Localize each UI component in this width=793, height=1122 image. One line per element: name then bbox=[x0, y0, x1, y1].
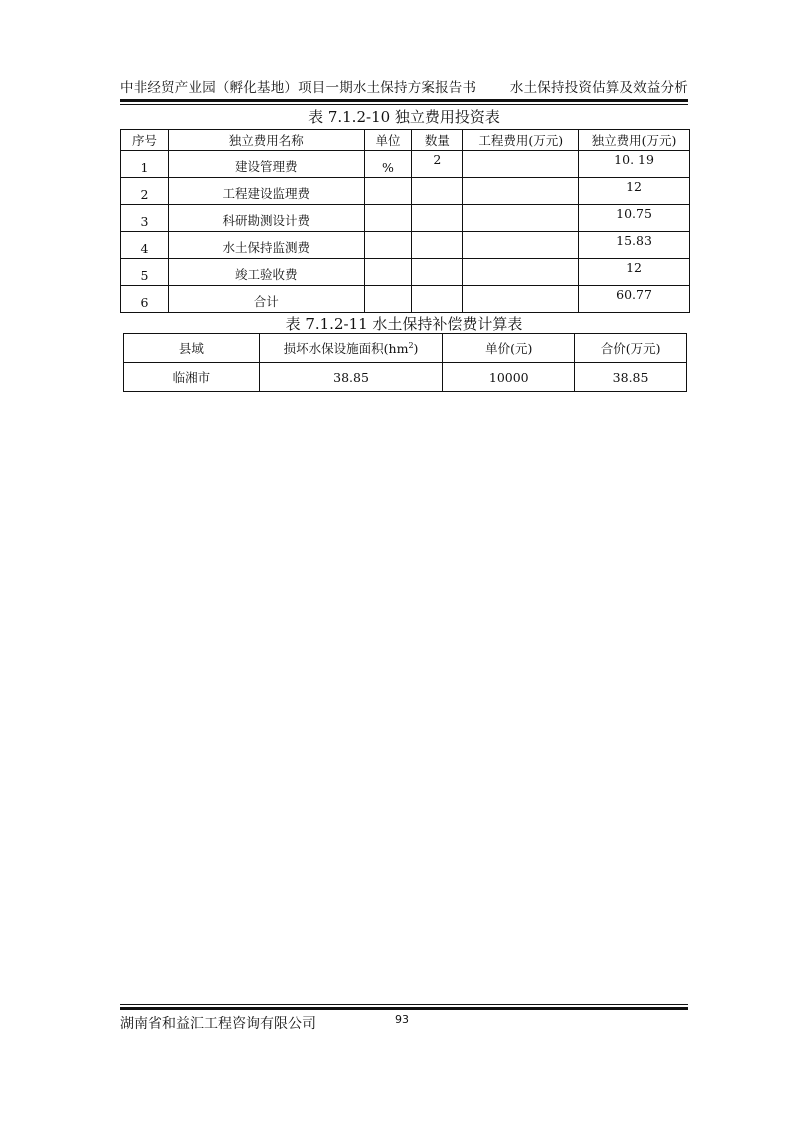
cell-no: 2 bbox=[121, 178, 169, 205]
cell-unit bbox=[364, 232, 412, 259]
table-row bbox=[121, 232, 690, 259]
cell-ind-cost: 12 bbox=[579, 259, 690, 286]
cell-name: 合计 bbox=[168, 286, 364, 313]
compensation-fee-table bbox=[123, 333, 687, 392]
cell-qty: 2 bbox=[412, 151, 463, 178]
table2-caption: 表 7.1.2-11 水土保持补偿费计算表 bbox=[285, 315, 523, 333]
header-cell-area bbox=[259, 334, 443, 363]
cell-ind-cost: 10. 19 bbox=[579, 151, 690, 178]
cell-eng-cost bbox=[463, 205, 579, 232]
cell-no: 6 bbox=[121, 286, 169, 313]
table-row bbox=[121, 259, 690, 286]
header-cell-unit: 单位 bbox=[364, 130, 412, 151]
cell-ind-cost: 15.83 bbox=[579, 232, 690, 259]
header-cell-price: 单价(元) bbox=[443, 334, 575, 363]
table-row bbox=[121, 178, 690, 205]
header-cell-total: 合价(万元) bbox=[575, 334, 687, 363]
cell-eng-cost bbox=[463, 232, 579, 259]
header-cell-eng-cost: 工程费用(万元) bbox=[463, 130, 579, 151]
cell-eng-cost bbox=[463, 178, 579, 205]
cell-name: 工程建设监理费 bbox=[168, 178, 364, 205]
cell-unit bbox=[364, 286, 412, 313]
table-row bbox=[121, 151, 690, 178]
cell-name: 建设管理费 bbox=[168, 151, 364, 178]
cell-no: 4 bbox=[121, 232, 169, 259]
cell-price: 10000 bbox=[443, 363, 575, 392]
cell-unit: % bbox=[364, 151, 412, 178]
header-cell-county: 县域 bbox=[124, 334, 260, 363]
cell-eng-cost bbox=[463, 259, 579, 286]
header-rule-thin bbox=[120, 104, 688, 105]
header-cell-no: 序号 bbox=[121, 130, 169, 151]
table-header-row bbox=[124, 334, 687, 363]
footer-rule-thin bbox=[120, 1004, 688, 1005]
page-number: 93 bbox=[395, 1013, 409, 1026]
cell-unit bbox=[364, 259, 412, 286]
table-row bbox=[124, 363, 687, 392]
cell-eng-cost bbox=[463, 286, 579, 313]
table-header-row bbox=[121, 130, 690, 151]
cell-qty bbox=[412, 178, 463, 205]
cell-no: 1 bbox=[121, 151, 169, 178]
header-cell-qty: 数量 bbox=[412, 130, 463, 151]
cell-unit bbox=[364, 205, 412, 232]
cell-qty bbox=[412, 232, 463, 259]
cell-qty bbox=[412, 259, 463, 286]
cell-unit bbox=[364, 178, 412, 205]
cell-name: 科研勘测设计费 bbox=[168, 205, 364, 232]
cell-qty bbox=[412, 205, 463, 232]
cell-total: 38.85 bbox=[575, 363, 687, 392]
cell-name: 竣工验收费 bbox=[168, 259, 364, 286]
cell-county: 临湘市 bbox=[124, 363, 260, 392]
cell-eng-cost bbox=[463, 151, 579, 178]
cell-ind-cost: 60.77 bbox=[579, 286, 690, 313]
cell-area: 38.85 bbox=[259, 363, 443, 392]
header-report-title: 中非经贸产业园（孵化基地）项目一期水土保持方案报告书 bbox=[120, 80, 477, 96]
cell-name: 水土保持监测费 bbox=[168, 232, 364, 259]
area-header-close: ) bbox=[413, 341, 419, 356]
page-header bbox=[120, 76, 688, 98]
independent-cost-table bbox=[120, 129, 690, 313]
footer-company-name: 湖南省和益汇工程咨询有限公司 bbox=[120, 1016, 316, 1032]
header-rule-thick bbox=[120, 99, 688, 102]
table-row-total bbox=[121, 286, 690, 313]
cell-qty bbox=[412, 286, 463, 313]
cell-ind-cost: 10.75 bbox=[579, 205, 690, 232]
area-header-superscript: 2 bbox=[408, 340, 414, 350]
header-cell-name: 独立费用名称 bbox=[168, 130, 364, 151]
header-cell-ind-cost: 独立费用(万元) bbox=[579, 130, 690, 151]
cell-ind-cost: 12 bbox=[579, 178, 690, 205]
table-row bbox=[121, 205, 690, 232]
area-header-text: 损坏水保设施面积(hm bbox=[283, 341, 409, 356]
header-chapter-title: 水土保持投资估算及效益分析 bbox=[509, 80, 688, 96]
cell-no: 5 bbox=[121, 259, 169, 286]
table1-caption: 表 7.1.2-10 独立费用投资表 bbox=[308, 108, 500, 126]
footer-rule-thick bbox=[120, 1007, 688, 1010]
cell-no: 3 bbox=[121, 205, 169, 232]
